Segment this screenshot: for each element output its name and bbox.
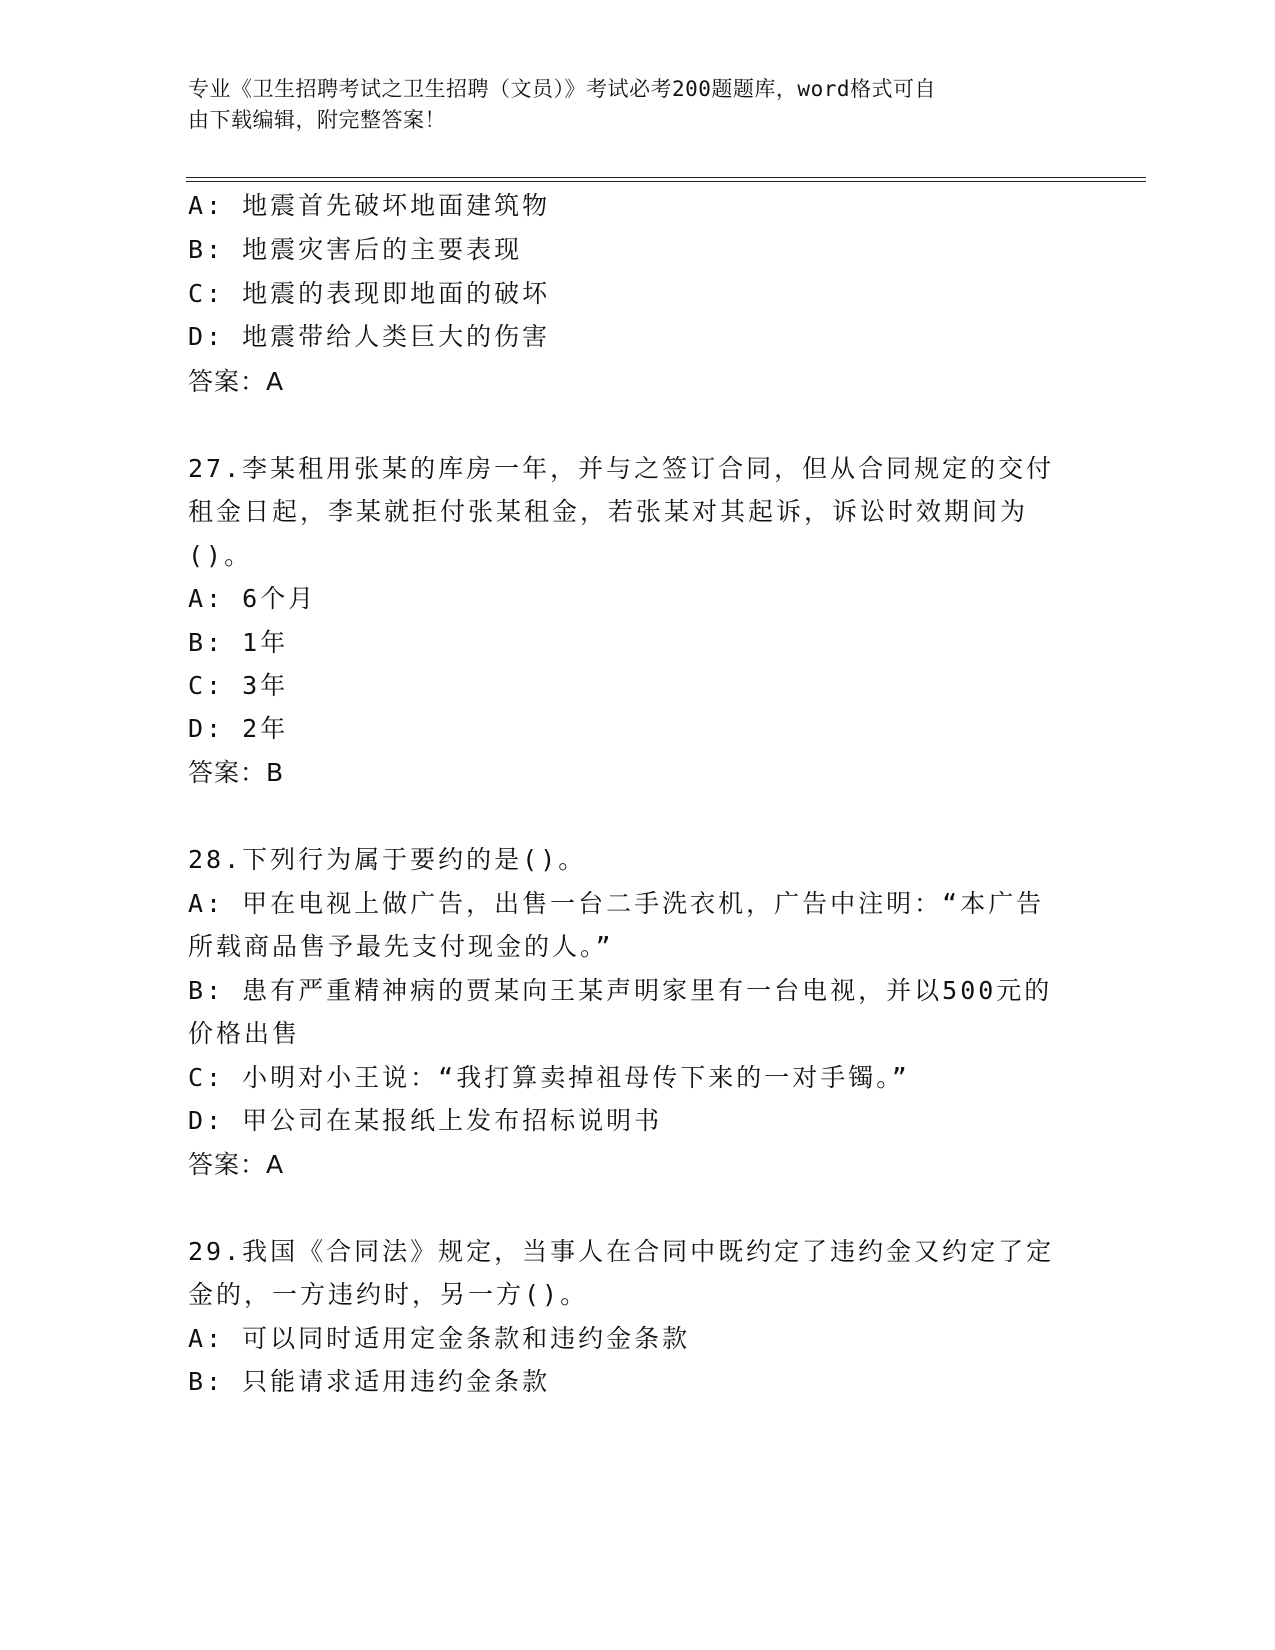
document-header (188, 74, 1068, 136)
header-line-2: 由下载编辑，附完整答案！ (188, 108, 446, 132)
q29-stem-line-2: 金的，一方违约时，另一方()。 (188, 1280, 589, 1309)
q26-answer: 答案：A (188, 367, 285, 396)
q28-option-a-line-2: 所载商品售予最先支付现金的人。” (188, 932, 614, 961)
q27-stem-line-3: ()。 (188, 541, 253, 570)
q28-option-a-line-1: A: 甲在电视上做广告，出售一台二手洗衣机，广告中注明：“本广告 (188, 889, 1045, 918)
header-line-1: 专业《卫生招聘考试之卫生招聘（文员）》考试必考200题题库，word格式可自 (188, 77, 936, 101)
header-divider-bottom (186, 181, 1146, 182)
q27-option-a: A: 6个月 (188, 584, 317, 613)
q26-option-c: C: 地震的表现即地面的破坏 (188, 279, 551, 308)
q28-option-b-line-2: 价格出售 (188, 1019, 301, 1048)
q27-option-c: C: 3年 (188, 671, 289, 700)
q28-stem: 28.下列行为属于要约的是()。 (188, 845, 587, 874)
q28-option-d: D: 甲公司在某报纸上发布招标说明书 (188, 1106, 663, 1135)
q27-answer: 答案：B (188, 758, 285, 787)
q29-option-a: A: 可以同时适用定金条款和违约金条款 (188, 1324, 691, 1353)
q26-option-a: A: 地震首先破坏地面建筑物 (188, 191, 551, 220)
q27-option-d: D: 2年 (188, 714, 289, 743)
q27-option-b: B: 1年 (188, 628, 289, 657)
q29-option-b: B: 只能请求适用违约金条款 (188, 1367, 551, 1396)
q28-option-b-line-1: B: 患有严重精神病的贾某向王某声明家里有一台电视，并以500元的 (188, 976, 1053, 1005)
q26-option-b: B: 地震灾害后的主要表现 (188, 235, 523, 264)
q26-option-d: D: 地震带给人类巨大的伤害 (188, 322, 551, 351)
header-divider-top (186, 177, 1146, 178)
q29-stem-line-1: 29.我国《合同法》规定，当事人在合同中既约定了违约金又约定了定 (188, 1237, 1055, 1266)
q27-stem-line-2: 租金日起，李某就拒付张某租金，若张某对其起诉，诉讼时效期间为 (188, 497, 1029, 526)
q28-option-c: C: 小明对小王说：“我打算卖掉祖母传下来的一对手镯。” (188, 1063, 910, 1092)
q28-answer: 答案：A (188, 1150, 285, 1179)
q27-stem-line-1: 27.李某租用张某的库房一年，并与之签订合同，但从合同规定的交付 (188, 454, 1055, 483)
